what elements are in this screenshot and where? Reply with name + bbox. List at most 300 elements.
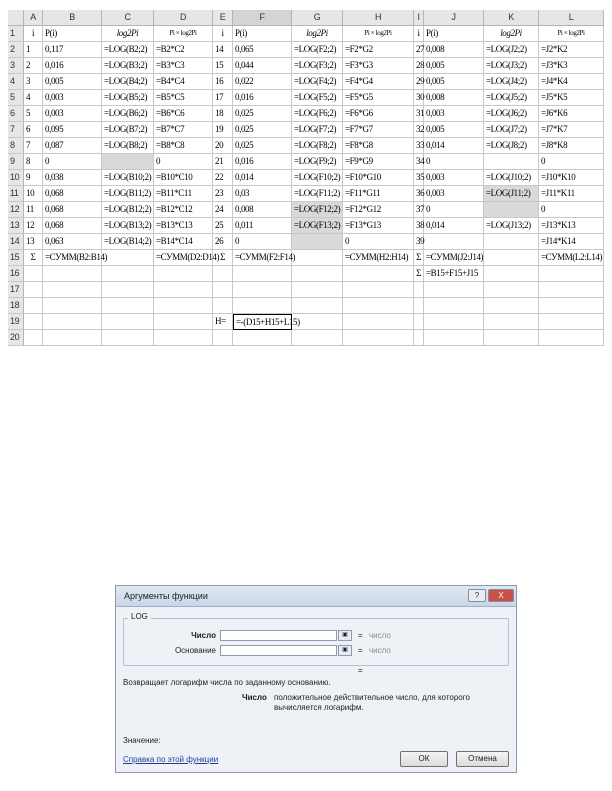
cell-i11[interactable]: 36 <box>414 186 424 202</box>
cell-e14[interactable]: 26 <box>213 234 233 250</box>
cell-l11[interactable]: =J11*K11 <box>539 186 604 202</box>
cell-g4[interactable]: =LOG(F4;2) <box>292 74 343 90</box>
arg-base-label: Основание <box>174 646 216 655</box>
cell-e1[interactable]: i <box>213 26 233 42</box>
cell-i9[interactable]: 34 <box>414 154 424 170</box>
cell-k20[interactable] <box>484 330 539 346</box>
sheet-row <box>8 282 604 298</box>
cell-f9[interactable]: 0,016 <box>233 154 292 170</box>
cell-b14[interactable]: 0,063 <box>43 234 102 250</box>
cell-f19[interactable]: =-(D15+H15+L15) <box>233 314 292 330</box>
cell-j17[interactable] <box>424 282 484 298</box>
arg-number-hint: число <box>369 631 391 640</box>
cell-h4[interactable]: =F4*G4 <box>343 74 414 90</box>
cell-c3[interactable]: =LOG(B3;2) <box>102 58 154 74</box>
cell-d17[interactable] <box>154 282 213 298</box>
row-header[interactable]: 4 <box>8 74 24 90</box>
cell-f1[interactable]: P(i) <box>233 26 292 42</box>
cell-j3[interactable]: 0,005 <box>424 58 484 74</box>
cell-h9[interactable]: =F9*G9 <box>343 154 414 170</box>
cell-l9[interactable]: 0 <box>539 154 604 170</box>
cell-j16[interactable]: =B15+F15+J15 <box>424 266 484 282</box>
cell-e4[interactable]: 16 <box>213 74 233 90</box>
cell-h12[interactable]: =F12*G12 <box>343 202 414 218</box>
cell-c20[interactable] <box>102 330 154 346</box>
cell-k18[interactable] <box>484 298 539 314</box>
cell-j2[interactable]: 0,008 <box>424 42 484 58</box>
row-header[interactable]: 20 <box>8 330 24 346</box>
cell-e8[interactable]: 20 <box>213 138 233 154</box>
cell-d11[interactable]: =B11*C11 <box>154 186 213 202</box>
cell-c5[interactable]: =LOG(B5;2) <box>102 90 154 106</box>
column-header-h[interactable]: H <box>343 10 414 26</box>
cell-k1[interactable]: log2Pi <box>484 26 539 42</box>
cell-a18[interactable] <box>24 298 43 314</box>
row-header[interactable]: 12 <box>8 202 24 218</box>
cell-f4[interactable]: 0,022 <box>233 74 292 90</box>
column-header-b[interactable]: B <box>43 10 102 26</box>
cell-a9[interactable]: 8 <box>24 154 43 170</box>
sheet-row <box>8 330 604 346</box>
cell-k15[interactable] <box>484 250 539 266</box>
cell-g20[interactable] <box>292 330 343 346</box>
cell-b6[interactable]: 0,003 <box>43 106 102 122</box>
cell-g13[interactable]: =LOG(F13;2) <box>292 218 343 234</box>
column-header-f[interactable]: F <box>233 10 292 26</box>
cell-a2[interactable]: 1 <box>24 42 43 58</box>
arg-base-hint: число <box>369 646 391 655</box>
cell-l16[interactable] <box>539 266 604 282</box>
cell-k2[interactable]: =LOG(J2;2) <box>484 42 539 58</box>
cell-k13[interactable]: =LOG(J13;2) <box>484 218 539 234</box>
cell-c17[interactable] <box>102 282 154 298</box>
cell-f2[interactable]: 0,065 <box>233 42 292 58</box>
cell-j12[interactable]: 0 <box>424 202 484 218</box>
cell-l8[interactable]: =J8*K8 <box>539 138 604 154</box>
cell-i5[interactable]: 30 <box>414 90 424 106</box>
cell-b18[interactable] <box>43 298 102 314</box>
cell-l17[interactable] <box>539 282 604 298</box>
cell-k17[interactable] <box>484 282 539 298</box>
cell-e9[interactable]: 21 <box>213 154 233 170</box>
cell-c1[interactable]: log2Pi <box>102 26 154 42</box>
cell-h15[interactable]: =СУММ(H2:H14) <box>343 250 414 266</box>
column-header-e[interactable]: E <box>213 10 233 26</box>
cell-h18[interactable] <box>343 298 414 314</box>
cell-j8[interactable]: 0,014 <box>424 138 484 154</box>
cell-k12[interactable] <box>484 202 539 218</box>
row-header[interactable]: 14 <box>8 234 24 250</box>
cell-b1[interactable]: P(i) <box>43 26 102 42</box>
cell-i8[interactable]: 33 <box>414 138 424 154</box>
cell-f3[interactable]: 0,044 <box>233 58 292 74</box>
cell-g5[interactable]: =LOG(F5;2) <box>292 90 343 106</box>
cell-g19[interactable] <box>292 314 343 330</box>
cell-l15[interactable]: =СУММ(L2:L14) <box>539 250 604 266</box>
cell-f10[interactable]: 0,014 <box>233 170 292 186</box>
cell-d15[interactable]: =СУММ(D2:D14) <box>154 250 213 266</box>
cell-k11[interactable]: =LOG(J11;2) <box>484 186 539 202</box>
cell-f20[interactable] <box>233 330 292 346</box>
cell-d4[interactable]: =B4*C4 <box>154 74 213 90</box>
row-header[interactable]: 11 <box>8 186 24 202</box>
cell-j1[interactable]: P(i) <box>424 26 484 42</box>
arg-number-input[interactable] <box>220 630 337 641</box>
cell-d18[interactable] <box>154 298 213 314</box>
cell-b7[interactable]: 0,095 <box>43 122 102 138</box>
cell-a12[interactable]: 11 <box>24 202 43 218</box>
collapse-dialog-icon[interactable]: ▣ <box>338 645 352 656</box>
row-header[interactable]: 17 <box>8 282 24 298</box>
cell-g15[interactable] <box>292 250 343 266</box>
cell-f7[interactable]: 0,025 <box>233 122 292 138</box>
cell-f18[interactable] <box>233 298 292 314</box>
cell-k4[interactable]: =LOG(J4;2) <box>484 74 539 90</box>
cell-a10[interactable]: 9 <box>24 170 43 186</box>
cell-c13[interactable]: =LOG(B13;2) <box>102 218 154 234</box>
cell-a4[interactable]: 3 <box>24 74 43 90</box>
cell-b4[interactable]: 0,005 <box>43 74 102 90</box>
column-header-k[interactable]: K <box>484 10 539 26</box>
cell-b10[interactable]: 0,038 <box>43 170 102 186</box>
cell-j18[interactable] <box>424 298 484 314</box>
cell-f15[interactable]: =СУММ(F2:F14) <box>233 250 292 266</box>
cell-h7[interactable]: =F7*G7 <box>343 122 414 138</box>
cell-g18[interactable] <box>292 298 343 314</box>
cell-j9[interactable]: 0 <box>424 154 484 170</box>
cell-a6[interactable]: 5 <box>24 106 43 122</box>
cell-b17[interactable] <box>43 282 102 298</box>
cell-d14[interactable]: =B14*C14 <box>154 234 213 250</box>
cell-c8[interactable]: =LOG(B8;2) <box>102 138 154 154</box>
cell-i4[interactable]: 29 <box>414 74 424 90</box>
cell-f16[interactable] <box>233 266 292 282</box>
column-header-j[interactable]: J <box>424 10 484 26</box>
cell-a14[interactable]: 13 <box>24 234 43 250</box>
row-header[interactable]: 18 <box>8 298 24 314</box>
row-header[interactable]: 10 <box>8 170 24 186</box>
sheet-row <box>8 266 604 282</box>
sheet-row <box>8 26 604 42</box>
cell-l10[interactable]: =J10*K10 <box>539 170 604 186</box>
dialog-title: Аргументы функции <box>124 591 208 601</box>
sheet-row <box>8 154 604 170</box>
collapse-dialog-icon[interactable]: ▣ <box>338 630 352 641</box>
cell-h17[interactable] <box>343 282 414 298</box>
cell-j15[interactable]: =СУММ(J2:J14) <box>424 250 484 266</box>
cell-e20[interactable] <box>213 330 233 346</box>
cell-c11[interactable]: =LOG(B11;2) <box>102 186 154 202</box>
cell-e11[interactable]: 23 <box>213 186 233 202</box>
sheet-row <box>8 202 604 218</box>
sheet-row <box>8 170 604 186</box>
help-link[interactable]: Справка по этой функции <box>123 755 219 764</box>
cell-f8[interactable]: 0,025 <box>233 138 292 154</box>
row-header[interactable]: 1 <box>8 26 24 42</box>
cell-c16[interactable] <box>102 266 154 282</box>
cell-d7[interactable]: =B7*C7 <box>154 122 213 138</box>
cell-l4[interactable]: =J4*K4 <box>539 74 604 90</box>
cell-g10[interactable]: =LOG(F10;2) <box>292 170 343 186</box>
cell-k14[interactable] <box>484 234 539 250</box>
cell-g3[interactable]: =LOG(F3;2) <box>292 58 343 74</box>
cell-f14[interactable]: 0 <box>233 234 292 250</box>
cell-d20[interactable] <box>154 330 213 346</box>
cell-g14[interactable] <box>292 234 343 250</box>
cell-a11[interactable]: 10 <box>24 186 43 202</box>
cell-a5[interactable]: 4 <box>24 90 43 106</box>
cell-k19[interactable] <box>484 314 539 330</box>
cell-k9[interactable] <box>484 154 539 170</box>
arg-base-input[interactable] <box>220 645 337 656</box>
cell-i10[interactable]: 35 <box>414 170 424 186</box>
cell-b15[interactable]: =СУММ(B2:B14) <box>43 250 102 266</box>
cell-h10[interactable]: =F10*G10 <box>343 170 414 186</box>
row-header[interactable]: 2 <box>8 42 24 58</box>
cell-j19[interactable] <box>424 314 484 330</box>
cell-g9[interactable]: =LOG(F9;2) <box>292 154 343 170</box>
cell-c12[interactable]: =LOG(B12;2) <box>102 202 154 218</box>
cell-a15[interactable]: Σ <box>24 250 43 266</box>
cell-i12[interactable]: 37 <box>414 202 424 218</box>
cell-a8[interactable]: 7 <box>24 138 43 154</box>
cell-k6[interactable]: =LOG(J6;2) <box>484 106 539 122</box>
cell-a19[interactable] <box>24 314 43 330</box>
cell-h13[interactable]: =F13*G13 <box>343 218 414 234</box>
cell-g11[interactable]: =LOG(F11;2) <box>292 186 343 202</box>
cell-b3[interactable]: 0,016 <box>43 58 102 74</box>
cell-i19[interactable] <box>414 314 424 330</box>
cell-g16[interactable] <box>292 266 343 282</box>
cell-i16[interactable]: Σ <box>414 266 424 282</box>
arguments-group <box>123 618 509 666</box>
cell-h14[interactable]: 0 <box>343 234 414 250</box>
cell-a20[interactable] <box>24 330 43 346</box>
cell-b16[interactable] <box>43 266 102 282</box>
cell-k8[interactable]: =LOG(J8;2) <box>484 138 539 154</box>
cell-c18[interactable] <box>102 298 154 314</box>
cell-i15[interactable]: Σ <box>414 250 424 266</box>
cell-l5[interactable]: =J5*K5 <box>539 90 604 106</box>
cell-e13[interactable]: 25 <box>213 218 233 234</box>
cell-j7[interactable]: 0,005 <box>424 122 484 138</box>
cell-e6[interactable]: 18 <box>213 106 233 122</box>
cell-b5[interactable]: 0,003 <box>43 90 102 106</box>
cell-d13[interactable]: =B13*C13 <box>154 218 213 234</box>
cell-i7[interactable]: 32 <box>414 122 424 138</box>
cell-d19[interactable] <box>154 314 213 330</box>
cell-b8[interactable]: 0,087 <box>43 138 102 154</box>
cell-d10[interactable]: =B10*C10 <box>154 170 213 186</box>
column-header-d[interactable]: D <box>154 10 213 26</box>
column-header-l[interactable]: L <box>539 10 604 26</box>
cell-c2[interactable]: =LOG(B2;2) <box>102 42 154 58</box>
row-header[interactable]: 13 <box>8 218 24 234</box>
cell-f6[interactable]: 0,025 <box>233 106 292 122</box>
column-header-c[interactable]: C <box>102 10 154 26</box>
cell-h19[interactable] <box>343 314 414 330</box>
cancel-button[interactable]: Отмена <box>456 751 509 767</box>
cell-l12[interactable]: 0 <box>539 202 604 218</box>
sheet-row <box>8 314 604 330</box>
cell-i20[interactable] <box>414 330 424 346</box>
cell-g8[interactable]: =LOG(F8;2) <box>292 138 343 154</box>
cell-e19[interactable]: H= <box>213 314 233 330</box>
cell-h11[interactable]: =F11*G11 <box>343 186 414 202</box>
cell-c19[interactable] <box>102 314 154 330</box>
cell-h1[interactable]: Pi × log2Pi <box>343 26 414 42</box>
cell-l7[interactable]: =J7*K7 <box>539 122 604 138</box>
cell-j10[interactable]: 0,003 <box>424 170 484 186</box>
cell-l1[interactable]: Pi × log2Pi <box>539 26 604 42</box>
cell-i1[interactable]: i <box>414 26 424 42</box>
sheet-row <box>8 74 604 90</box>
row-header[interactable]: 19 <box>8 314 24 330</box>
cell-j6[interactable]: 0,003 <box>424 106 484 122</box>
cell-d1[interactable]: Pi × log2Pi <box>154 26 213 42</box>
cell-h5[interactable]: =F5*G5 <box>343 90 414 106</box>
cell-l20[interactable] <box>539 330 604 346</box>
cell-b12[interactable]: 0,068 <box>43 202 102 218</box>
cell-c7[interactable]: =LOG(B7;2) <box>102 122 154 138</box>
cell-f12[interactable]: 0,008 <box>233 202 292 218</box>
cell-h2[interactable]: =F2*G2 <box>343 42 414 58</box>
cell-e3[interactable]: 15 <box>213 58 233 74</box>
cell-d5[interactable]: =B5*C5 <box>154 90 213 106</box>
cell-j4[interactable]: 0,005 <box>424 74 484 90</box>
cell-j5[interactable]: 0,008 <box>424 90 484 106</box>
cell-e15[interactable]: Σ <box>213 250 233 266</box>
cell-c4[interactable]: =LOG(B4;2) <box>102 74 154 90</box>
cell-e12[interactable]: 24 <box>213 202 233 218</box>
cell-l2[interactable]: =J2*K2 <box>539 42 604 58</box>
cell-k10[interactable]: =LOG(J10;2) <box>484 170 539 186</box>
cell-h6[interactable]: =F6*G6 <box>343 106 414 122</box>
cell-g7[interactable]: =LOG(F7;2) <box>292 122 343 138</box>
cell-i18[interactable] <box>414 298 424 314</box>
cell-c9[interactable] <box>102 154 154 170</box>
row-header[interactable]: 6 <box>8 106 24 122</box>
cell-j13[interactable]: 0,014 <box>424 218 484 234</box>
cell-k5[interactable]: =LOG(J5;2) <box>484 90 539 106</box>
cell-d9[interactable]: 0 <box>154 154 213 170</box>
cell-a3[interactable]: 2 <box>24 58 43 74</box>
cell-l14[interactable]: =J14*K14 <box>539 234 604 250</box>
cell-b2[interactable]: 0,117 <box>43 42 102 58</box>
cell-l6[interactable]: =J6*K6 <box>539 106 604 122</box>
cell-i17[interactable] <box>414 282 424 298</box>
select-all-corner[interactable] <box>8 10 24 26</box>
cell-l3[interactable]: =J3*K3 <box>539 58 604 74</box>
row-header[interactable]: 15 <box>8 250 24 266</box>
cell-i14[interactable]: 39 <box>414 234 424 250</box>
cell-j20[interactable] <box>424 330 484 346</box>
row-header[interactable]: 3 <box>8 58 24 74</box>
cell-a17[interactable] <box>24 282 43 298</box>
cell-e16[interactable] <box>213 266 233 282</box>
sheet-row <box>8 42 604 58</box>
row-header[interactable]: 9 <box>8 154 24 170</box>
column-header-i[interactable]: I <box>414 10 424 26</box>
cell-i3[interactable]: 28 <box>414 58 424 74</box>
cell-e7[interactable]: 19 <box>213 122 233 138</box>
cell-i2[interactable]: 27 <box>414 42 424 58</box>
cell-i13[interactable]: 38 <box>414 218 424 234</box>
cell-f17[interactable] <box>233 282 292 298</box>
cell-g2[interactable]: =LOG(F2;2) <box>292 42 343 58</box>
cell-a1[interactable]: i <box>24 26 43 42</box>
close-icon[interactable]: X <box>488 589 514 602</box>
cell-d6[interactable]: =B6*C6 <box>154 106 213 122</box>
cell-a16[interactable] <box>24 266 43 282</box>
cell-k7[interactable]: =LOG(J7;2) <box>484 122 539 138</box>
row-header[interactable]: 5 <box>8 90 24 106</box>
cell-a7[interactable]: 6 <box>24 122 43 138</box>
column-header-a[interactable]: A <box>24 10 43 26</box>
cell-h3[interactable]: =F3*G3 <box>343 58 414 74</box>
cell-i6[interactable]: 31 <box>414 106 424 122</box>
cell-a13[interactable]: 12 <box>24 218 43 234</box>
cell-b19[interactable] <box>43 314 102 330</box>
cell-d12[interactable]: =B12*C12 <box>154 202 213 218</box>
cell-g12[interactable]: =LOG(F12;2) <box>292 202 343 218</box>
cell-c15[interactable] <box>102 250 154 266</box>
cell-c14[interactable]: =LOG(B14;2) <box>102 234 154 250</box>
arg-base-equals: = <box>358 646 363 655</box>
function-arguments-dialog <box>115 585 517 773</box>
cell-f5[interactable]: 0,016 <box>233 90 292 106</box>
cell-d3[interactable]: =B3*C3 <box>154 58 213 74</box>
sheet-row <box>8 298 604 314</box>
cell-e2[interactable]: 14 <box>213 42 233 58</box>
cell-e18[interactable] <box>213 298 233 314</box>
cell-j11[interactable]: 0,003 <box>424 186 484 202</box>
cell-c6[interactable]: =LOG(B6;2) <box>102 106 154 122</box>
cell-b20[interactable] <box>43 330 102 346</box>
cell-h20[interactable] <box>343 330 414 346</box>
cell-b13[interactable]: 0,068 <box>43 218 102 234</box>
cell-l13[interactable]: =J13*K13 <box>539 218 604 234</box>
cell-d16[interactable] <box>154 266 213 282</box>
cell-d2[interactable]: =B2*C2 <box>154 42 213 58</box>
cell-e17[interactable] <box>213 282 233 298</box>
cell-g1[interactable]: log2Pi <box>292 26 343 42</box>
cell-d8[interactable]: =B8*C8 <box>154 138 213 154</box>
cell-k16[interactable] <box>484 266 539 282</box>
row-header[interactable]: 8 <box>8 138 24 154</box>
ok-button[interactable]: ОК <box>400 751 448 767</box>
row-header[interactable]: 7 <box>8 122 24 138</box>
cell-j14[interactable] <box>424 234 484 250</box>
help-icon[interactable]: ? <box>468 589 486 602</box>
cell-k3[interactable]: =LOG(J3;2) <box>484 58 539 74</box>
cell-l19[interactable] <box>539 314 604 330</box>
cell-g17[interactable] <box>292 282 343 298</box>
cell-f11[interactable]: 0,03 <box>233 186 292 202</box>
column-header-g[interactable]: G <box>292 10 343 26</box>
cell-e5[interactable]: 17 <box>213 90 233 106</box>
cell-g6[interactable]: =LOG(F6;2) <box>292 106 343 122</box>
cell-h16[interactable] <box>343 266 414 282</box>
cell-b11[interactable]: 0,068 <box>43 186 102 202</box>
cell-b9[interactable]: 0 <box>43 154 102 170</box>
cell-l18[interactable] <box>539 298 604 314</box>
row-header[interactable]: 16 <box>8 266 24 282</box>
cell-f13[interactable]: 0,011 <box>233 218 292 234</box>
cell-h8[interactable]: =F8*G8 <box>343 138 414 154</box>
cell-c10[interactable]: =LOG(B10;2) <box>102 170 154 186</box>
cell-e10[interactable]: 22 <box>213 170 233 186</box>
